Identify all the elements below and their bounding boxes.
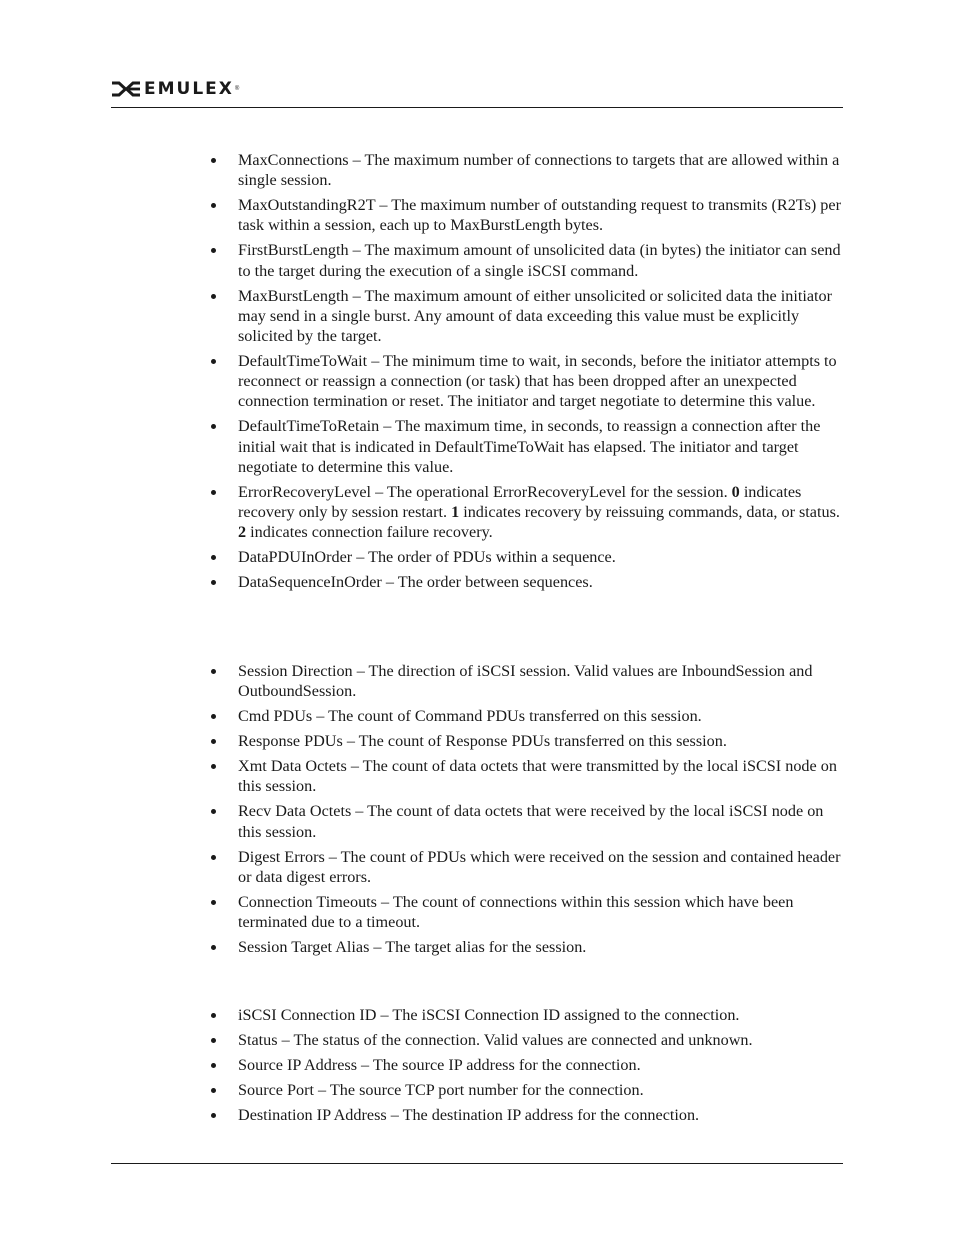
- session-statistics-list: [238, 661, 848, 962]
- bullet-item: Status – The status of the connection. Valid values are connected and unknown.: [238, 1030, 848, 1050]
- logo-wordmark: EMULEX: [144, 79, 234, 99]
- bullet-item: Response PDUs – The count of Response PDUs transferred on this session.: [238, 731, 848, 751]
- bullet-item: iSCSI Connection ID – The iSCSI Connection ID assigned to the connection.: [238, 1005, 848, 1025]
- bullet-item: ErrorRecoveryLevel – The operational ErrorRecoveryLevel for the session. 0 indicates recovery only by session restart. 1 indicates recovery by reissuing commands, data, or status. 2 indicates connection failure recovery.: [238, 482, 848, 543]
- bullet-item: MaxBurstLength – The maximum amount of either unsolicited or solicited data the initiator may send in a single burst. Any amount of data exceeding this value must be explicitly solicited by the target.: [238, 286, 848, 347]
- bullet-item: DataSequenceInOrder – The order between sequences.: [238, 572, 848, 592]
- bullet-item: Session Target Alias – The target alias for the session.: [238, 937, 848, 957]
- iscsi-session-parameters-list: [238, 150, 848, 597]
- bullet-item: Source IP Address – The source IP address for the connection.: [238, 1055, 848, 1075]
- bullet-item: Source Port – The source TCP port number for the connection.: [238, 1080, 848, 1100]
- bullet-item: Cmd PDUs – The count of Command PDUs transferred on this session.: [238, 706, 848, 726]
- bullet-item: Connection Timeouts – The count of connections within this session which have been terminated due to a timeout.: [238, 892, 848, 932]
- bullet-item: MaxConnections – The maximum number of connections to targets that are allowed within a single session.: [238, 150, 848, 190]
- bullet-item: MaxOutstandingR2T – The maximum number of outstanding request to transmits (R2Ts) per task within a session, each up to MaxBurstLength bytes.: [238, 195, 848, 235]
- bullet-item: Destination IP Address – The destination IP address for the connection.: [238, 1105, 848, 1125]
- bullet-item: Digest Errors – The count of PDUs which were received on the session and contained header or data digest errors.: [238, 847, 848, 887]
- bullet-item: DefaultTimeToWait – The minimum time to wait, in seconds, before the initiator attempts to reconnect or reassign a connection (or task) that has been dropped after an unexpected connection termination or reset. The initiator and target negotiate to determine this value.: [238, 351, 848, 412]
- emulex-mark-icon: [111, 81, 141, 97]
- connection-information-list: [238, 1005, 848, 1130]
- bullet-item: FirstBurstLength – The maximum amount of unsolicited data (in bytes) the initiator can send to the target during the execution of a single iSCSI command.: [238, 240, 848, 280]
- header-rule: [111, 107, 843, 108]
- emulex-logo: [111, 78, 239, 100]
- bullet-item: Session Direction – The direction of iSCSI session. Valid values are InboundSession and OutboundSession.: [238, 661, 848, 701]
- bullet-item: Xmt Data Octets – The count of data octets that were transmitted by the local iSCSI node on this session.: [238, 756, 848, 796]
- bullet-item: DefaultTimeToRetain – The maximum time, in seconds, to reassign a connection after the initial wait that is indicated in DefaultTimeToWait has elapsed. The initiator and target negotiate to determine this value.: [238, 416, 848, 477]
- bullet-item: DataPDUInOrder – The order of PDUs within a sequence.: [238, 547, 848, 567]
- page-header: [111, 78, 843, 110]
- footer-rule: [111, 1163, 843, 1164]
- logo-trademark: ®: [234, 86, 240, 92]
- bullet-item: Recv Data Octets – The count of data octets that were received by the local iSCSI node on this session.: [238, 801, 848, 841]
